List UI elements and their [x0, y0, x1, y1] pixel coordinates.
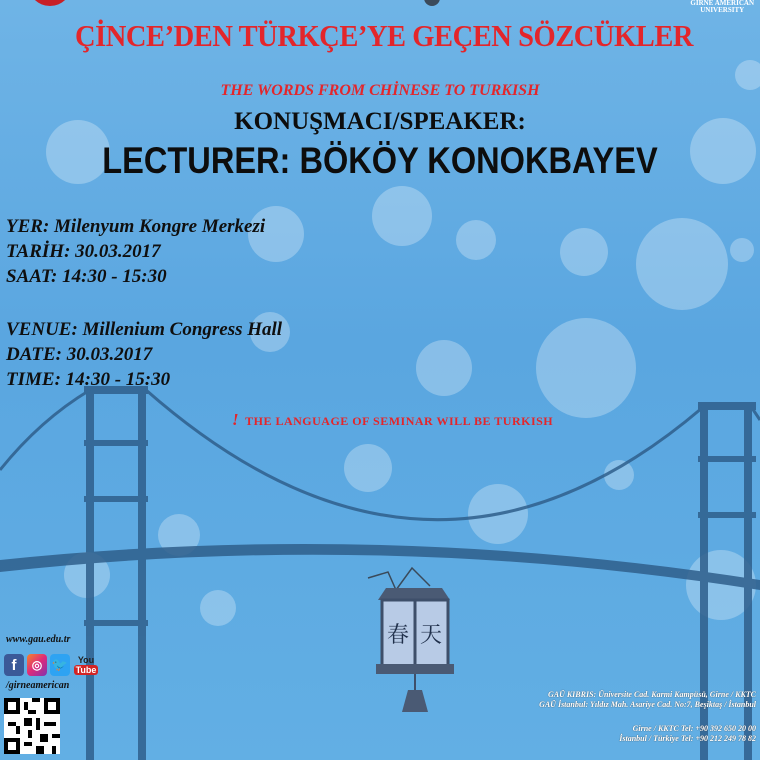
social-icons — [4, 652, 99, 678]
language-notice-text: THE LANGUAGE OF SEMINAR WILL BE TURKISH — [245, 414, 554, 428]
details-turkish — [6, 214, 265, 289]
social-handle[interactable]: /girneamerican — [6, 680, 70, 691]
venue-tr: YER: Milenyum Kongre Merkezi — [6, 216, 266, 237]
phone-girne: Girne / KKTC Tel: +90 392 650 20 00 — [632, 724, 756, 733]
lantern-icon — [368, 568, 454, 712]
logo-line-1: GIRNE AMERICAN — [690, 0, 754, 7]
phone-block — [619, 724, 756, 744]
qr-code[interactable] — [4, 698, 60, 754]
lantern-char-spring: 春 — [387, 623, 410, 648]
lantern-char-sky: 天 — [420, 623, 443, 648]
time-en: TIME: 14:30 - 15:30 — [6, 369, 171, 390]
bridge-deck — [0, 544, 760, 590]
university-logo — [690, 0, 754, 14]
youtube-tube: Tube — [75, 665, 97, 675]
address-istanbul: GAÜ İstanbul: Yıldız Mah. Asariye Cad. No:7, Beşiktaş / İstanbul — [539, 700, 756, 709]
exclamation-icon: ! — [232, 410, 240, 429]
facebook-icon[interactable]: f — [4, 654, 24, 676]
venue-en: VENUE: Millenium Congress Hall — [6, 319, 283, 340]
address-kibris: GAÜ KIBRIS: Üniversite Cad. Karmi Kampüsü, Girne / KKTC — [547, 690, 756, 699]
date-tr: TARİH: 30.03.2017 — [6, 241, 161, 262]
website-link[interactable]: www.gau.edu.tr — [6, 634, 71, 645]
twitter-icon[interactable]: 🐦 — [50, 654, 70, 676]
language-notice — [232, 410, 553, 430]
date-en: DATE: 30.03.2017 — [6, 344, 153, 365]
address-block — [539, 690, 756, 710]
speaker-name: LECTURER: BÖKÖY KONOKBAYEV — [102, 140, 658, 181]
details-english — [6, 317, 282, 392]
page-title: ÇİNCE’DEN TÜRKÇE’YE GEÇEN SÖZCÜKLER — [74, 18, 694, 53]
phone-istanbul: İstanbul / Türkiye Tel: +90 212 249 78 82 — [619, 734, 756, 743]
youtube-icon[interactable] — [73, 652, 99, 678]
logo-line-2: UNIVERSITY — [700, 6, 745, 14]
youtube-you: You — [77, 655, 95, 665]
speaker-label: KONUŞMACI/SPEAKER: — [234, 108, 526, 135]
instagram-icon[interactable]: ◎ — [27, 654, 47, 676]
time-tr: SAAT: 14:30 - 15:30 — [6, 266, 167, 287]
subtitle: THE WORDS FROM CHİNESE TO TURKISH — [220, 82, 540, 99]
bridge-cable — [0, 390, 90, 470]
